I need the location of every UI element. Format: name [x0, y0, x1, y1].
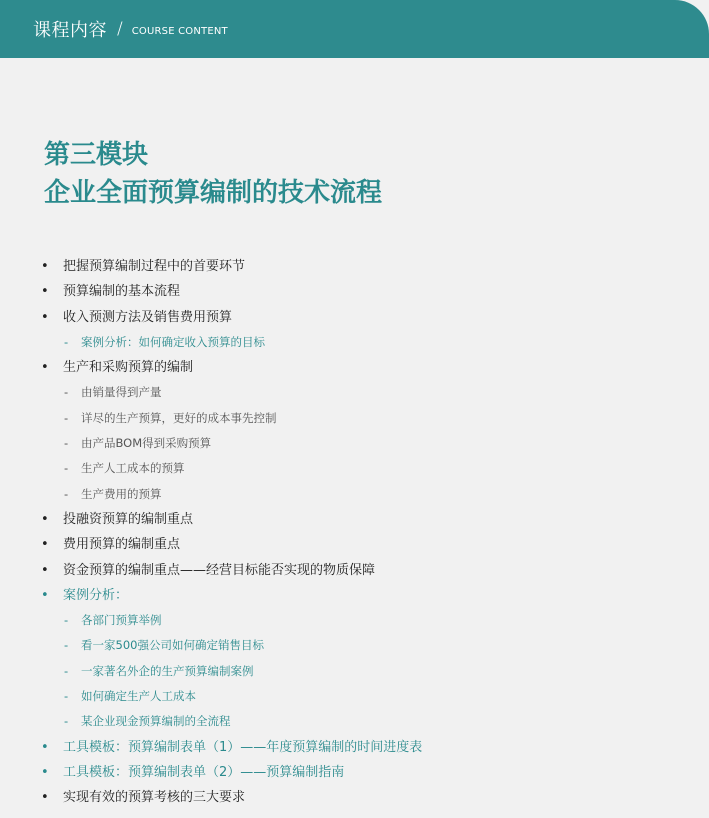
dash-icon: -: [64, 689, 69, 704]
dash-icon: -: [64, 436, 69, 451]
outline-item-text: 工具模板：预算编制表单（2）——预算编制指南: [63, 764, 345, 780]
bullet-icon: •: [41, 764, 49, 780]
dash-icon: -: [64, 410, 69, 425]
header-subtitle: COURSE CONTENT: [131, 25, 228, 37]
outline-subitem: [0, 709, 709, 734]
outline-item-text: 如何确定生产人工成本: [81, 689, 196, 704]
outline-item-text: 实现有效的预算考核的三大要求: [63, 790, 246, 806]
outline-item-text: 由销量得到产量: [81, 385, 162, 400]
outline-item: [0, 760, 709, 785]
outline-item: [0, 558, 709, 583]
outline-subitem: [0, 684, 709, 709]
course-outline-list: [0, 254, 709, 811]
outline-item: [0, 785, 709, 810]
outline-item-text: 看一家500强公司如何确定销售目标: [81, 638, 264, 653]
outline-item-text: 预算编制的基本流程: [63, 284, 181, 300]
outline-item-text: 各部门预算举例: [81, 613, 162, 628]
bullet-icon: •: [41, 511, 49, 527]
outline-item-text: 详尽的生产预算，更好的成本事先控制: [81, 410, 277, 425]
dash-icon: -: [64, 385, 69, 400]
header-title: 课程内容: [33, 20, 107, 41]
outline-subitem: [0, 659, 709, 684]
module-subtitle: 企业全面预算编制的技术流程: [44, 178, 383, 208]
bullet-icon: •: [41, 587, 49, 603]
bullet-icon: •: [41, 284, 49, 300]
outline-subitem: [0, 406, 709, 431]
outline-subitem: [0, 633, 709, 658]
dash-icon: -: [64, 613, 69, 628]
dash-icon: -: [64, 461, 69, 476]
outline-subitem: [0, 330, 709, 355]
outline-item: [0, 305, 709, 330]
outline-item: [0, 532, 709, 557]
outline-item-text: 生产费用的预算: [81, 486, 162, 501]
outline-item: [0, 735, 709, 760]
outline-subitem: [0, 456, 709, 481]
bullet-icon: •: [41, 790, 49, 806]
header-separator: /: [117, 19, 123, 39]
outline-item-text: 把握预算编制过程中的首要环节: [63, 259, 246, 274]
page-title: [44, 136, 382, 212]
outline-item-text: 费用预算的编制重点: [63, 537, 181, 553]
outline-item-text: 工具模板：预算编制表单（1）——年度预算编制的时间进度表: [63, 739, 423, 755]
outline-subitem: [0, 608, 709, 633]
outline-subitem: [0, 431, 709, 456]
outline-item-text: 收入预测方法及销售费用预算: [63, 309, 233, 325]
bullet-icon: •: [41, 259, 49, 274]
outline-item-text: 案例分析：: [63, 587, 129, 603]
dash-icon: -: [64, 714, 69, 729]
outline-item-text: 生产和采购预算的编制: [63, 360, 194, 376]
bullet-icon: •: [41, 739, 49, 755]
outline-item: [0, 279, 709, 304]
outline-item: [0, 507, 709, 532]
outline-subitem: [0, 380, 709, 405]
outline-item: [0, 254, 709, 279]
bullet-icon: •: [41, 537, 49, 553]
bullet-icon: •: [41, 309, 49, 325]
bullet-icon: •: [41, 360, 49, 376]
dash-icon: -: [64, 334, 69, 349]
outline-item-text: 生产人工成本的预算: [81, 461, 185, 476]
outline-item-text: 由产品BOM得到采购预算: [81, 436, 212, 451]
outline-subitem: [0, 482, 709, 507]
dash-icon: -: [64, 486, 69, 501]
outline-item-text: 案例分析：如何确定收入预算的目标: [81, 334, 265, 349]
outline-item: [0, 355, 709, 380]
dash-icon: -: [64, 638, 69, 653]
dash-icon: -: [64, 663, 69, 678]
outline-item-text: 某企业现金预算编制的全流程: [81, 714, 231, 729]
outline-item-text: 资金预算的编制重点——经营目标能否实现的物质保障: [63, 562, 376, 578]
bullet-icon: •: [41, 562, 49, 578]
module-title: 第三模块: [44, 140, 149, 170]
outline-item-text: 一家著名外企的生产预算编制案例: [81, 663, 254, 678]
outline-item-text: 投融资预算的编制重点: [63, 511, 194, 527]
header-bar: [0, 0, 709, 58]
outline-item: [0, 583, 709, 608]
